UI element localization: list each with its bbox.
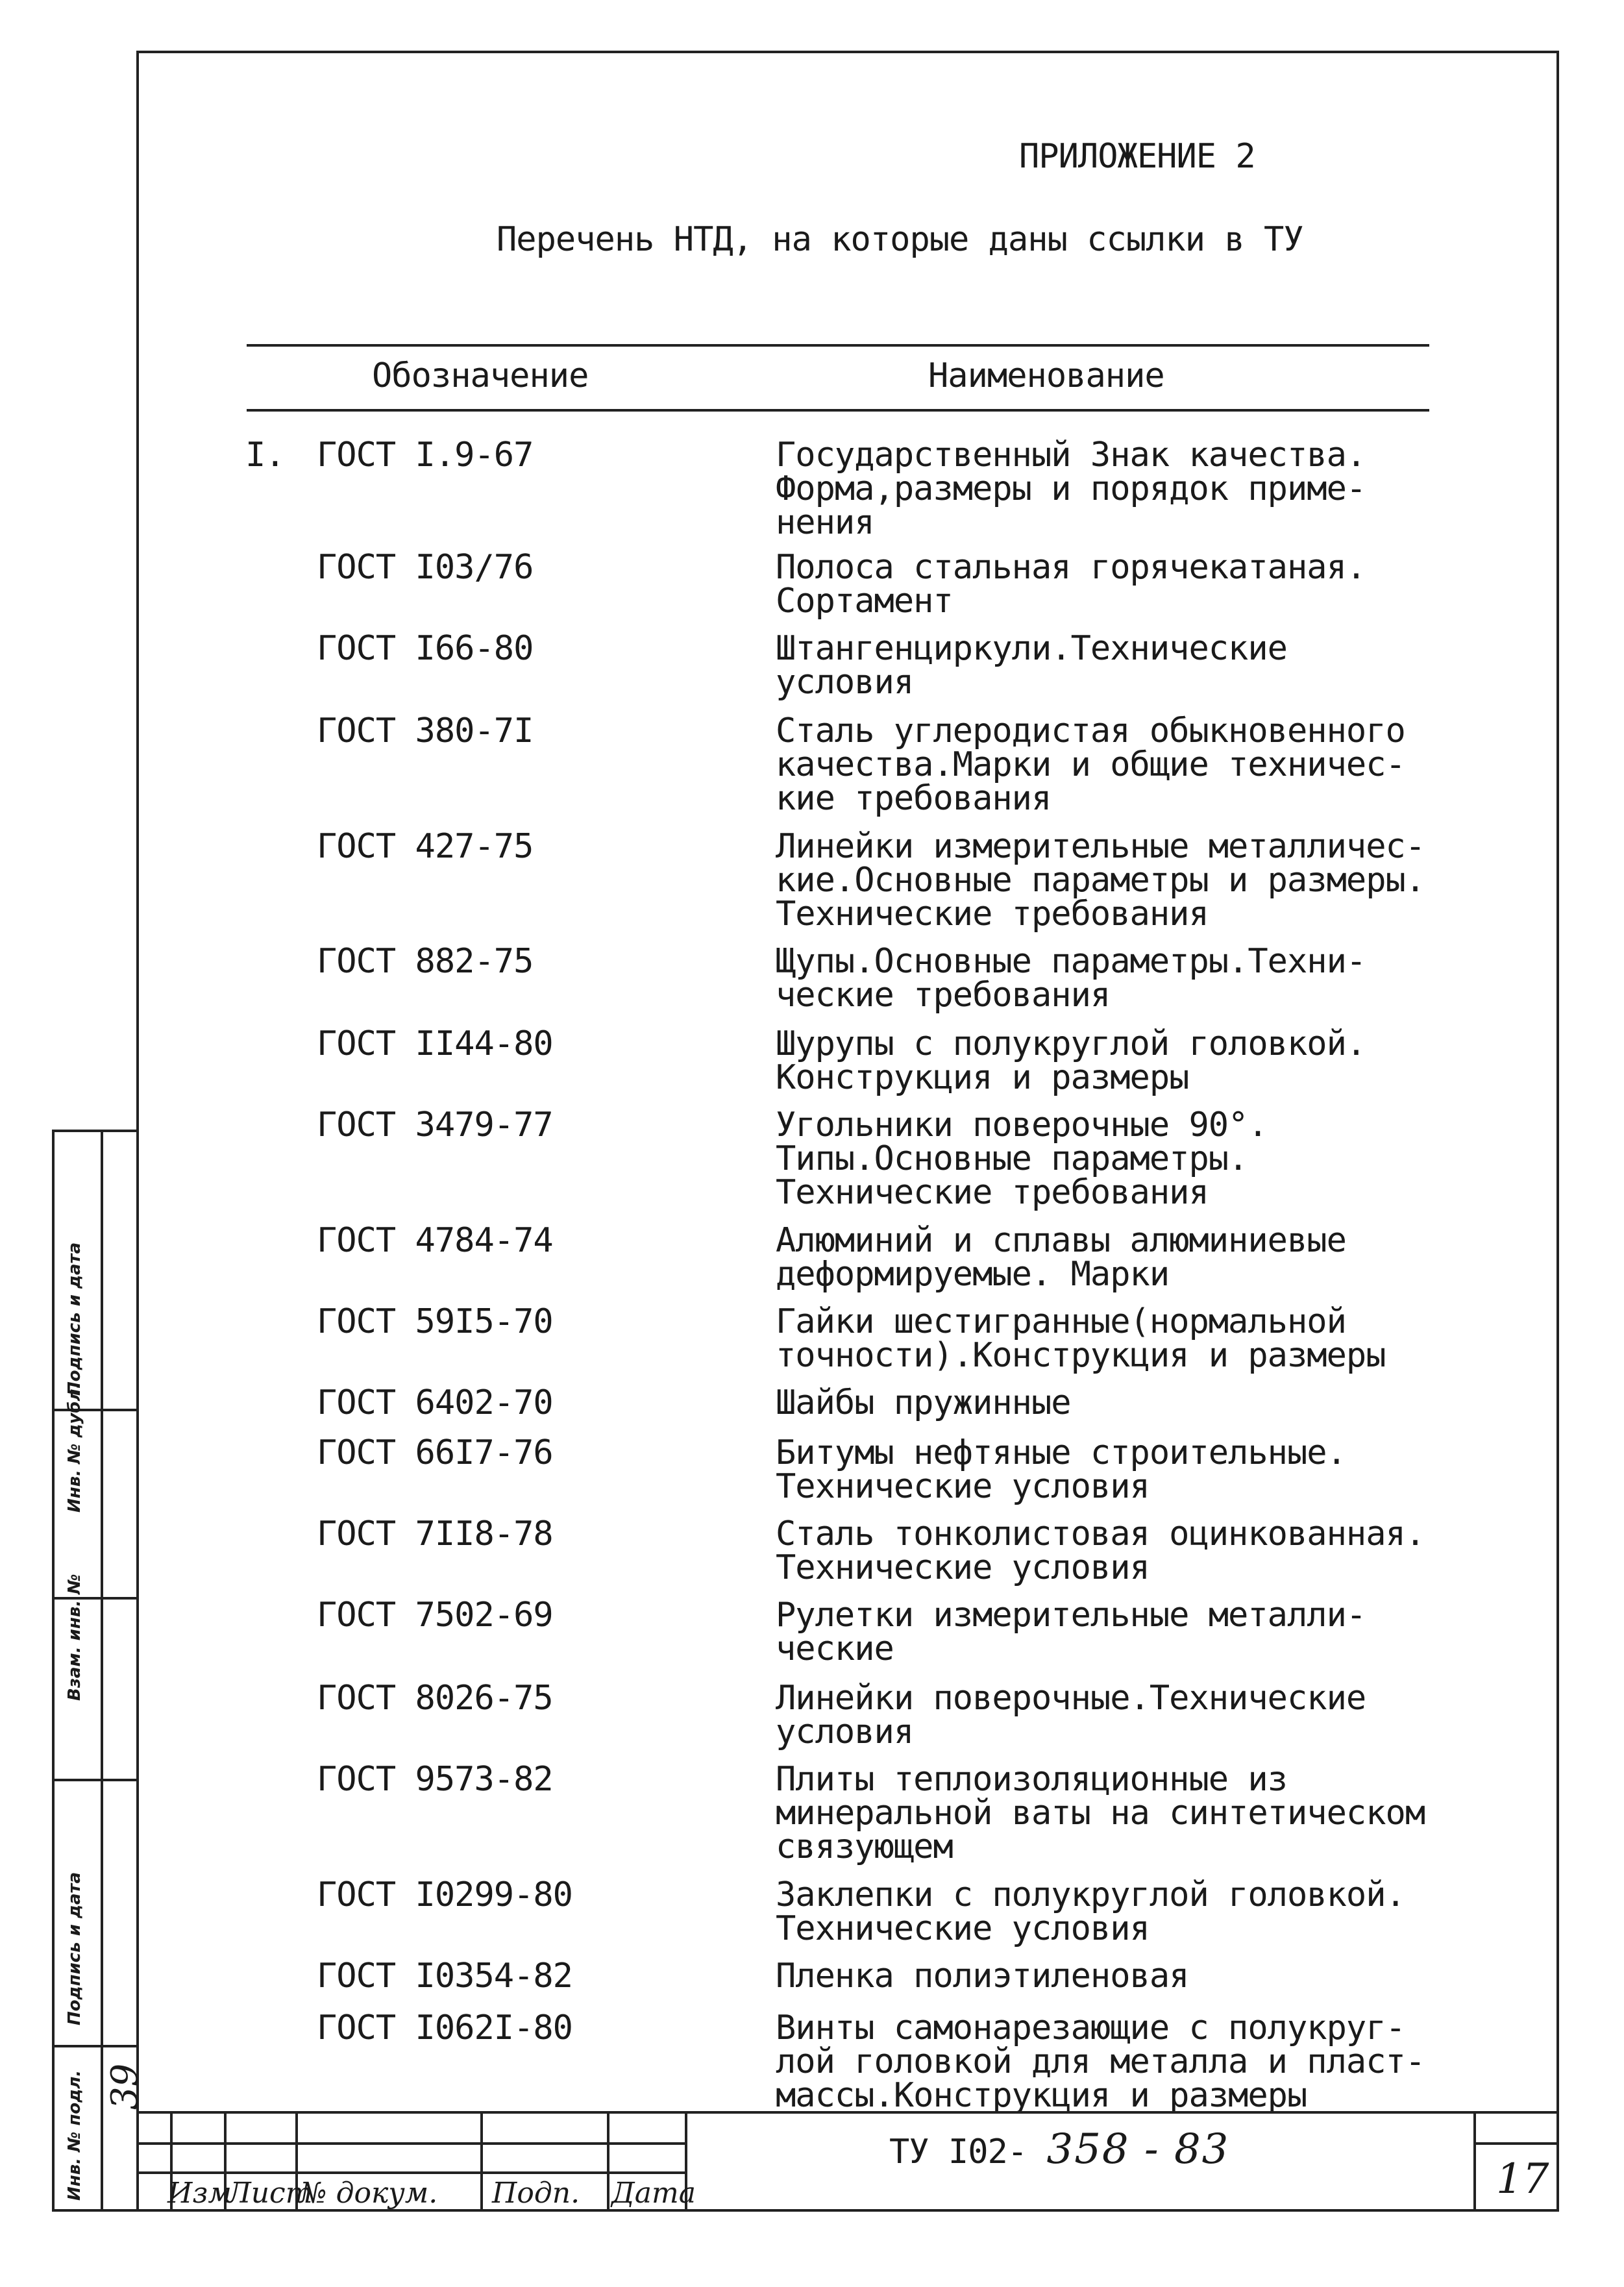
gost-code: ГОСТ I.9-67 xyxy=(317,436,534,475)
page-title: Перечень НТД, на которые даны ссылки в ТУ xyxy=(497,220,1303,259)
gost-description: Рулетки измерительные металли- ческие xyxy=(776,1596,1366,1668)
stamp-col-line xyxy=(480,2111,483,2209)
side-label-signature-date-2: Подпись и дата xyxy=(65,1872,84,2025)
side-strip-top xyxy=(52,1130,136,1132)
frame-right xyxy=(1556,51,1559,2209)
gost-code: ГОСТ II44-80 xyxy=(317,1024,553,1063)
gost-code: ГОСТ I66-80 xyxy=(317,629,534,668)
stamp-top-rule xyxy=(136,2111,1556,2114)
gost-description: Щупы.Основные параметры.Техни- ческие требования xyxy=(776,942,1366,1015)
gost-code: ГОСТ I062I-80 xyxy=(317,2009,572,2047)
gost-code: ГОСТ 427-75 xyxy=(317,827,534,866)
document-code-number: 358 - 83 xyxy=(1046,2125,1230,2173)
column-header-name: Наименование xyxy=(928,356,1164,395)
side-label-replace-inv: Взам. инв. № xyxy=(65,1574,84,1701)
stamp-col-sheet: Лист xyxy=(227,2177,313,2210)
gost-description: Заклепки с полукруглой головкой. Технические условия xyxy=(776,1875,1405,1948)
gost-description: Шурупы с полукруглой головкой. Конструкция и размеры xyxy=(776,1024,1366,1097)
gost-code: ГОСТ I0354-82 xyxy=(317,1957,572,1996)
stamp-col-signature: Подп. xyxy=(492,2177,580,2210)
gost-description: Штангенциркули.Технические условия xyxy=(776,629,1287,702)
document-code-prefix: ТУ I02- xyxy=(889,2132,1027,2171)
side-strip-divider xyxy=(52,2045,136,2047)
stamp-mid-rule-2 xyxy=(136,2171,685,2174)
side-label-signature-date: Подпись и дата xyxy=(65,1242,84,1396)
gost-description: Гайки шестигранные(нормальной точности).Конструкция и размеры xyxy=(776,1302,1386,1375)
column-header-designation: Обозначение xyxy=(372,356,589,395)
side-strip-divider xyxy=(52,1779,136,1781)
gost-description: Полоса стальная горячекатаная. Сортамент xyxy=(776,548,1366,621)
side-label-dup-inv: Инв. № дубл. xyxy=(65,1382,84,1513)
gost-code: ГОСТ 6402-70 xyxy=(317,1383,553,1422)
gost-description: Угольники поверочные 90°. Типы.Основные параметры. Технические требования xyxy=(776,1106,1268,1212)
gost-code: ГОСТ 7502-69 xyxy=(317,1596,553,1635)
gost-code: ГОСТ I03/76 xyxy=(317,548,534,587)
table-header-bottom-rule xyxy=(247,409,1429,412)
gost-code: ГОСТ 59I5-70 xyxy=(317,1302,553,1341)
gost-description: Сталь углеродистая обыкновенного качества.Марки и общие техничес- кие требования xyxy=(776,711,1405,818)
inventory-handwritten: 39 xyxy=(104,2063,146,2110)
gost-code: ГОСТ 380-7I xyxy=(317,711,534,750)
row-number: I. xyxy=(245,436,285,475)
table-header-top-rule xyxy=(247,344,1429,347)
gost-description: Линейки поверочные.Технические условия xyxy=(776,1679,1366,1751)
stamp-page-rule xyxy=(1473,2142,1556,2145)
gost-code: ГОСТ 9573-82 xyxy=(317,1760,553,1799)
side-label-original-inv: Инв. № подл. xyxy=(65,2070,84,2201)
gost-code: ГОСТ 3479-77 xyxy=(317,1106,553,1144)
stamp-mid-rule xyxy=(136,2142,685,2145)
gost-code: ГОСТ 8026-75 xyxy=(317,1679,553,1718)
gost-code: ГОСТ 4784-74 xyxy=(317,1221,553,1260)
frame-left xyxy=(136,51,139,2209)
gost-description: Плиты теплоизоляционные из минеральной ваты на синтетическом связующем xyxy=(776,1760,1425,1866)
document-code xyxy=(889,2125,1230,2173)
appendix-label: ПРИЛОЖЕНИЕ 2 xyxy=(1019,137,1255,176)
stamp-col-change: Изм xyxy=(167,2177,232,2210)
gost-code: ГОСТ I0299-80 xyxy=(317,1875,572,1914)
gost-description: Шайбы пружинные xyxy=(776,1383,1071,1422)
gost-code: ГОСТ 66I7-76 xyxy=(317,1433,553,1472)
gost-code: ГОСТ 7II8-78 xyxy=(317,1514,553,1553)
stamp-col-line xyxy=(607,2111,609,2209)
gost-description: Государственный Знак качества. Форма,размеры и порядок приме- нения xyxy=(776,436,1366,542)
gost-code: ГОСТ 882-75 xyxy=(317,942,534,981)
gost-description: Алюминий и сплавы алюминиевые деформируемые. Марки xyxy=(776,1221,1346,1294)
stamp-page-divider xyxy=(1473,2111,1476,2209)
gost-description: Винты самонарезающие с полукруг- лой головкой для металла и пласт- массы.Конструкция и размеры xyxy=(776,2009,1425,2115)
stamp-col-doc-number: № докум. xyxy=(300,2177,438,2210)
page-number: 17 xyxy=(1496,2155,1549,2203)
stamp-col-date: Дата xyxy=(611,2177,696,2210)
gost-description: Битумы нефтяные строительные. Технические условия xyxy=(776,1433,1346,1506)
gost-description: Сталь тонколистовая оцинкованная. Технические условия xyxy=(776,1514,1425,1587)
gost-description: Линейки измерительные металличес- кие.Основные параметры и размеры. Технические требования xyxy=(776,827,1425,933)
gost-description: Пленка полиэтиленовая xyxy=(776,1957,1189,1996)
frame-top xyxy=(136,51,1559,53)
